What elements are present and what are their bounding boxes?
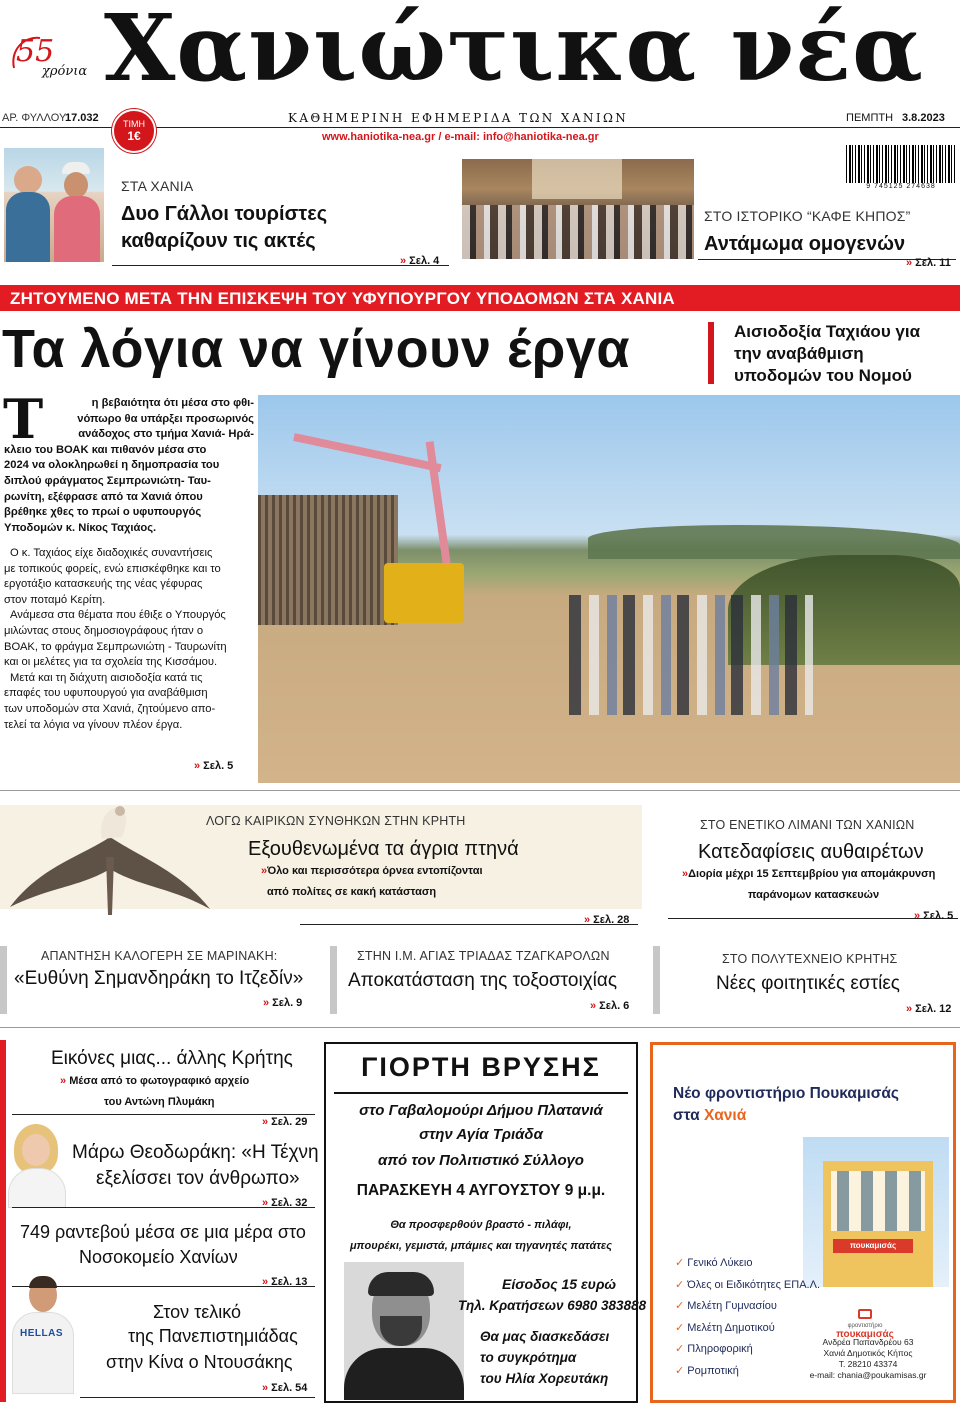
issue-label: ΑΡ. ΦΥΛΛΟΥ xyxy=(2,112,67,124)
harbour-title[interactable]: Κατεδαφίσεις αυθαιρέτων xyxy=(698,841,924,863)
athlete-shirt xyxy=(12,1312,74,1394)
festival-food-1: Θα προσφερθούν βραστό - πιλάφι, xyxy=(390,1219,572,1231)
festival-ad xyxy=(324,1042,647,1403)
festival-band-3: του Ηλία Χορευτάκη xyxy=(480,1371,609,1386)
reunion-photo xyxy=(462,159,694,259)
school-logo xyxy=(825,1305,905,1340)
brief-3-page[interactable]: » Σελ. 13 xyxy=(262,1276,308,1288)
reunion-crowd xyxy=(462,205,694,259)
school-address xyxy=(793,1337,943,1381)
athlete-photo xyxy=(10,1272,76,1394)
teaser-left-title-2[interactable]: καθαρίζουν τις ακτές xyxy=(121,230,316,252)
intro-line: διπλού φράγματος Σεμπρωνιώτη- Ταυ- xyxy=(4,474,211,487)
body-line: ΒΟΑΚ, το φράγμα Σεμπρωνιώτη - Ταυρωνίτη xyxy=(4,640,227,653)
reunion-doorway xyxy=(532,159,622,199)
intro-line: νόπωρο θα υπάρξει προσωρινός xyxy=(77,412,254,425)
festival-band-2: το συγκρότημα xyxy=(480,1350,577,1365)
page-arrow-icon: » xyxy=(590,1000,597,1012)
tourist-man-head xyxy=(14,166,42,194)
festival-entry: Είσοδος 15 ευρώ xyxy=(502,1276,617,1292)
brief-4-line-1[interactable]: Στον τελικό xyxy=(153,1302,242,1322)
tagline: ΚΑΘΗΜΕΡΙΝΗ ΕΦΗΜΕΡΙΔΑ ΤΩΝ ΧΑΝΙΩΝ xyxy=(288,111,629,125)
page-arrow-icon: » xyxy=(906,257,913,269)
body-line: μιλώντας στους δημοσιογράφους ήταν ο xyxy=(4,624,204,637)
harbour-kicker: ΣΤΟ ΕΝΕΤΙΚΟ ΛΙΜΑΝΙ ΤΩΝ ΧΑΝΙΩΝ xyxy=(700,818,915,832)
school-list-item: ✓ Όλες οι Ειδικότητες ΕΠΑ.Λ. xyxy=(675,1278,821,1291)
price-badge xyxy=(112,109,156,153)
harbour-sub-1: »Διορία μέχρι 15 Σεπτεμβρίου για απομάκρυνση xyxy=(682,868,936,880)
lead-banner-text: ΖΗΤΟΥΜΕΝΟ ΜΕΤΑ ΤΗΝ ΕΠΙΣΚΕΨΗ ΤΟΥ ΥΦΥΠΟΥΡΓΟΥ ΥΠΟΔΟΜΩΝ ΣΤΑ ΧΑΝΙΑ xyxy=(10,289,675,308)
festival-title: ΓΙΟΡΤΗ ΒΡΥΣΗΣ xyxy=(361,1052,601,1082)
maro-photo xyxy=(8,1114,66,1208)
page-arrow-icon: » xyxy=(262,1116,269,1128)
teaser-right-kicker: ΣΤΟ ΙΣΤΟΡΙΚΟ “ΚΑΦΕ ΚΗΠΟΣ” xyxy=(704,208,911,224)
lead-photo-people xyxy=(563,595,813,715)
birds-kicker: ΛΟΓΩ ΚΑΙΡΙΚΩΝ ΣΥΝΘΗΚΩΝ ΣΤΗΝ ΚΡΗΤΗ xyxy=(206,814,466,828)
teaser-right-title[interactable]: Αντάμωμα ομογενών xyxy=(704,233,906,255)
harbour-page[interactable]: » Σελ. 5 xyxy=(914,910,954,922)
price-label: ΤΙΜΗ xyxy=(123,119,145,129)
school-logo-name: πουκαμισάς xyxy=(836,1329,894,1340)
row3-page-1[interactable]: » Σελ. 9 xyxy=(263,997,303,1009)
lead-intro xyxy=(4,396,254,536)
intro-line: 2024 να ολοκληρωθεί η δημοπρασία του xyxy=(4,459,220,472)
row3-title-2[interactable]: Αποκατάσταση της τοξοστοιχίας xyxy=(348,970,618,991)
lead-body xyxy=(4,546,254,733)
row3-title-1[interactable]: «Ευθύνη Σημανδηράκη το Ιτζεδίν» xyxy=(14,968,304,989)
festival-phone: Τηλ. Κρατήσεων 6980 383888 xyxy=(458,1298,647,1313)
intro-line: ανάδοχος στο τμήμα Χανιά- Ηρά- xyxy=(78,428,254,441)
lead-banner xyxy=(0,285,960,311)
lead-headline[interactable]: Τα λόγια να γίνουν έργα xyxy=(2,319,631,379)
body-line: Ανάμεσα στα θέματα που έθιξε ο Υπουργός xyxy=(10,609,226,622)
barcode-bars xyxy=(846,145,956,183)
intro-line: Υποδομών κ. Νίκος Ταχιάος. xyxy=(4,521,157,534)
body-line: εργοτάξιο κατασκευής της νέας γέφυρας xyxy=(4,578,203,591)
teaser-left-title-1[interactable]: Δυο Γάλλοι τουρίστες xyxy=(121,203,328,225)
row3-bar-3 xyxy=(653,946,660,1014)
lead-side-1: Αισιοδοξία Ταχιάου για xyxy=(734,322,921,341)
school-logo-icon xyxy=(858,1309,872,1319)
row3-kicker-3: ΣΤΟ ΠΟΛΥΤΕΧΝΕΙΟ ΚΡΗΤΗΣ xyxy=(722,952,898,966)
lead-photo-rebar-structure xyxy=(258,495,398,625)
body-line: τελεί τα λόγια να γίνουν πλέον έργα. xyxy=(4,718,183,731)
brief-2-page[interactable]: » Σελ. 32 xyxy=(262,1197,308,1209)
teaser-left-page[interactable]: » Σελ. 4 xyxy=(400,255,440,267)
page-arrow-icon: » xyxy=(262,1197,269,1209)
anniversary-word: χρόνια xyxy=(42,64,88,79)
lead-photo-truck xyxy=(384,563,464,623)
brief-1-title[interactable]: Εικόνες μιας... άλλης Κρήτης xyxy=(51,1048,293,1069)
newspaper-title: Χανιώτικα νέα xyxy=(104,0,924,102)
brief-2-line-2[interactable]: εξελίσσει τον άνθρωπο» xyxy=(96,1168,300,1189)
brief-1-page[interactable]: » Σελ. 29 xyxy=(262,1116,308,1128)
body-line: και οι μελέτες για τα σχολεία της Κισσάμου. xyxy=(4,656,218,669)
page-arrow-icon: » xyxy=(262,1382,269,1394)
page-arrow-icon: » xyxy=(262,1276,269,1288)
row3-kicker-2: ΣΤΗΝ Ι.Μ. ΑΓΙΑΣ ΤΡΙΑΔΑΣ ΤΖΑΓΚΑΡΟΛΩΝ xyxy=(357,949,610,963)
school-email[interactable]: e-mail: chania@poukamisas.gr xyxy=(809,1370,927,1380)
intro-line: ρωνίτη, εξέφρασε από τα Χανιά όπου xyxy=(4,490,203,503)
tourist-man-body xyxy=(6,192,50,262)
row3-title-3[interactable]: Νέες φοιτητικές εστίες xyxy=(716,973,900,994)
website-link[interactable]: www.haniotika-nea.gr / e-mail: info@haniotika-nea.gr xyxy=(322,131,599,143)
school-list-item: ✓ Μελέτη Δημοτικού xyxy=(675,1321,775,1334)
school-tel: Τ. 28210 43374 xyxy=(838,1359,898,1369)
brief-1-sub-1: » Μέσα από το φωτογραφικό αρχείο xyxy=(60,1075,250,1087)
row3-bar-1 xyxy=(0,946,7,1014)
school-list-item: ✓ Μελέτη Γυμνασίου xyxy=(675,1300,777,1313)
festival-band-1: Θα μας διασκεδάσει xyxy=(480,1329,610,1344)
barcode xyxy=(846,145,956,193)
section-divider xyxy=(0,790,960,791)
page-arrow-icon: » xyxy=(584,914,591,926)
lead-dropcap: Τ xyxy=(3,387,44,451)
athlete-hair xyxy=(29,1276,57,1288)
body-line: Μετά και τη διάχυτη αισιοδοξία κατά τις xyxy=(10,671,203,684)
brief-rule xyxy=(80,1397,315,1398)
row3-page-2[interactable]: » Σελ. 6 xyxy=(590,1000,630,1012)
body-line: με τοπικούς φορείς, ενώ επισκέφθηκε και το xyxy=(4,562,221,575)
birds-sub-2: από πολίτες σε κακή κατάσταση xyxy=(267,886,437,898)
barcode-number: 9 745125 274638 xyxy=(866,183,936,190)
school-list-item: ✓ Γενικό Λύκειο xyxy=(675,1257,753,1269)
festival-title-rule xyxy=(334,1092,628,1094)
page-arrow-icon: » xyxy=(906,1003,913,1015)
day-label: ΠΕΜΠΤΗ xyxy=(846,112,894,124)
school-logo-small: φροντιστήριο xyxy=(847,1323,883,1329)
tourists-photo xyxy=(4,148,104,262)
body-line: επαφές του υφυπουργού για αναβάθμιση xyxy=(4,687,208,700)
building-windows xyxy=(831,1171,925,1231)
section-divider xyxy=(0,1027,960,1028)
school-title-2: στα Χανιά xyxy=(673,1107,747,1124)
festival-food-2: μπουρέκι, γεμιστά, μπάμιες και τηγανητές πατάτες xyxy=(350,1240,612,1252)
school-building-photo xyxy=(803,1137,949,1287)
page-arrow-icon: » xyxy=(263,997,270,1009)
birds-sub-1: »Όλο και περισσότερα όρνεα εντοπίζονται xyxy=(261,865,483,877)
festival-date: ΠΑΡΑΣΚΕΥΗ 4 ΑΥΓΟΥΣΤΟΥ 9 μ.μ. xyxy=(356,1182,606,1199)
teaser-right-page[interactable]: » Σελ. 11 xyxy=(906,257,951,269)
lead-side-3: υποδομών του Νομού xyxy=(734,366,912,385)
body-line: Ο κ. Ταχιάος είχε διαδοχικές συναντήσεις xyxy=(10,547,213,559)
school-list-item: ✓ Πληροφορική xyxy=(675,1343,753,1356)
brief-3-line-1[interactable]: 749 ραντεβού μέσα σε μια μέρα στο xyxy=(20,1222,306,1242)
intro-line: η βεβαιότητα ότι μέσα στο φθι- xyxy=(91,397,254,409)
vulture-icon xyxy=(10,797,210,917)
body-line: στον ποταμό Κερίτη. xyxy=(4,593,106,606)
athlete-shirt-text: HELLAS xyxy=(20,1328,63,1339)
teaser-left-rule xyxy=(112,265,449,266)
page-arrow-icon: » xyxy=(400,255,407,267)
brief-2-line-1[interactable]: Μάρω Θεοδωράκη: «Η Τέχνη xyxy=(72,1142,319,1163)
festival-line-1: στο Γαβαλομούρι Δήμου Πλατανιά xyxy=(359,1102,603,1119)
row3-bar-2 xyxy=(330,946,337,1014)
anniversary-logo xyxy=(6,30,88,86)
intro-line: κλειο του ΒΟΑΚ και πιθανόν μέσα στο xyxy=(4,443,207,456)
lead-photo-crane-boom xyxy=(293,433,441,472)
left-col-bar xyxy=(0,1040,6,1402)
anniversary-number: 55 xyxy=(16,34,55,69)
school-ad xyxy=(650,1042,956,1403)
tourist-woman-head xyxy=(64,172,88,198)
price-value: 1€ xyxy=(127,129,141,143)
lead-side-bar xyxy=(708,322,714,384)
brief-4-line-2[interactable]: της Πανεπιστημιάδας xyxy=(128,1326,298,1346)
school-addr-2: Χανιά Δημοτικός Κήπος xyxy=(823,1348,913,1358)
body-line: των υποδομών στα Χανιά, ζητούμενο απο- xyxy=(4,702,216,715)
page-arrow-icon: » xyxy=(194,760,201,772)
brief-1-sub-2: του Αντώνη Πλυμάκη xyxy=(104,1096,215,1108)
tourist-woman-body xyxy=(54,196,100,262)
issue-number: 17.032 xyxy=(65,112,99,124)
school-list-item: ✓ Ρομποτική xyxy=(675,1364,739,1377)
lead-page[interactable]: » Σελ. 5 xyxy=(194,760,234,772)
lead-photo-construction-site xyxy=(258,395,960,783)
teaser-left-kicker: ΣΤΑ ΧΑΝΙΑ xyxy=(121,178,194,194)
page-arrow-icon: » xyxy=(914,910,921,922)
singer-hair xyxy=(368,1272,434,1296)
issue-date: 3.8.2023 xyxy=(902,112,945,124)
festival-line-2: στην Αγία Τριάδα xyxy=(419,1126,543,1143)
festival-line-3: από τον Πολιτιστικό Σύλλογο xyxy=(378,1152,584,1169)
singer-body xyxy=(344,1348,464,1400)
birds-page[interactable]: » Σελ. 28 xyxy=(584,914,630,926)
brief-3-line-2[interactable]: Νοσοκομείο Χανίων xyxy=(79,1247,238,1267)
school-addr-1: Ανδρέα Παπανδρέου 63 xyxy=(822,1337,914,1347)
brief-4-line-3[interactable]: στην Κίνα ο Ντουσάκης xyxy=(106,1352,293,1372)
intro-line: βρέθηκε χθες το πρωί ο υφυπουργός xyxy=(4,506,202,519)
harbour-sub-2: παράνομων κατασκευών xyxy=(748,889,880,901)
singer-photo xyxy=(344,1262,464,1400)
lead-photo-hills xyxy=(588,525,960,559)
row3-kicker-1: ΑΠΑΝΤΗΣΗ ΚΑΛΟΓΕΡΗ ΣΕ ΜΑΡΙΝΑΚΗ: xyxy=(41,949,278,963)
lead-side-2: την αναβάθμιση xyxy=(734,344,864,363)
maro-face xyxy=(22,1134,50,1166)
maro-body xyxy=(8,1168,66,1208)
brief-4-page[interactable]: » Σελ. 54 xyxy=(262,1382,308,1394)
row3-page-3[interactable]: » Σελ. 12 xyxy=(906,1003,952,1015)
birds-title[interactable]: Εξουθενωμένα τα άγρια πτηνά xyxy=(248,838,519,860)
building-sign: πουκαμισάς xyxy=(833,1239,913,1253)
school-title-1: Νέο φροντιστήριο Πουκαμισάς xyxy=(673,1085,899,1102)
